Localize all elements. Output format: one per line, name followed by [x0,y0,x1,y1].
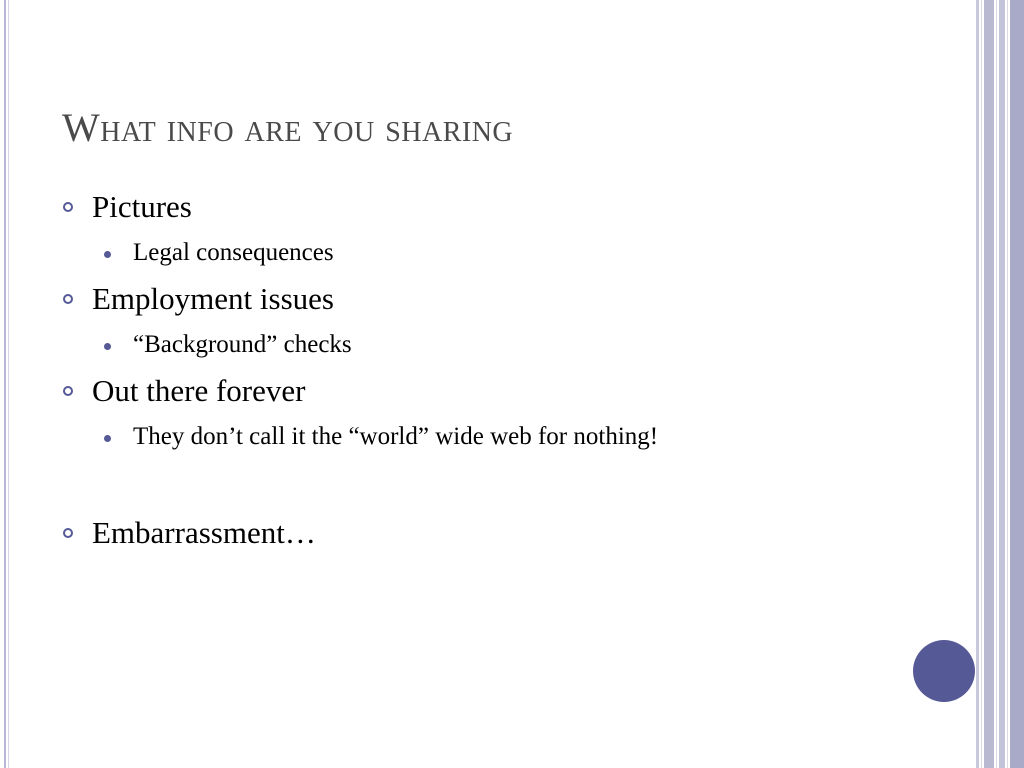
stripe [1007,0,1008,768]
ring-bullet-icon [63,386,73,396]
ring-bullet-icon [63,202,73,212]
bullet-text: Pictures [92,189,192,224]
dot-bullet-icon [104,343,111,350]
stripe [981,0,982,768]
left-border-line-inner [8,0,9,768]
bullet-item [62,510,942,556]
sub-bullet-text: They don’t call it the “world” wide web for nothing! [133,423,659,450]
spacer [62,460,942,510]
stripe [1010,0,1024,768]
sub-bullet-text: “Background” checks [133,331,352,358]
sub-bullet-item [62,230,942,276]
ring-bullet-icon [63,528,73,538]
bullet-text: Out there forever [92,373,306,408]
stripe [976,0,979,768]
ring-bullet-icon [63,294,73,304]
sub-bullet-item [62,322,942,368]
sub-bullet-item [62,414,942,460]
left-border-line [4,0,6,768]
bullet-item [62,276,942,322]
right-stripe-decoration [976,0,1024,768]
circle-decoration-icon [913,640,975,702]
slide-title: What info are you sharing [62,105,514,150]
dot-bullet-icon [104,251,111,258]
stripe [996,0,997,768]
sub-bullet-text: Legal consequences [133,239,334,266]
bullet-item [62,368,942,414]
bullet-list [62,184,942,556]
bullet-text: Employment issues [92,281,334,316]
bullet-text: Embarrassment… [92,515,316,550]
stripe [984,0,994,768]
dot-bullet-icon [104,435,111,442]
bullet-item [62,184,942,230]
stripe [999,0,1005,768]
